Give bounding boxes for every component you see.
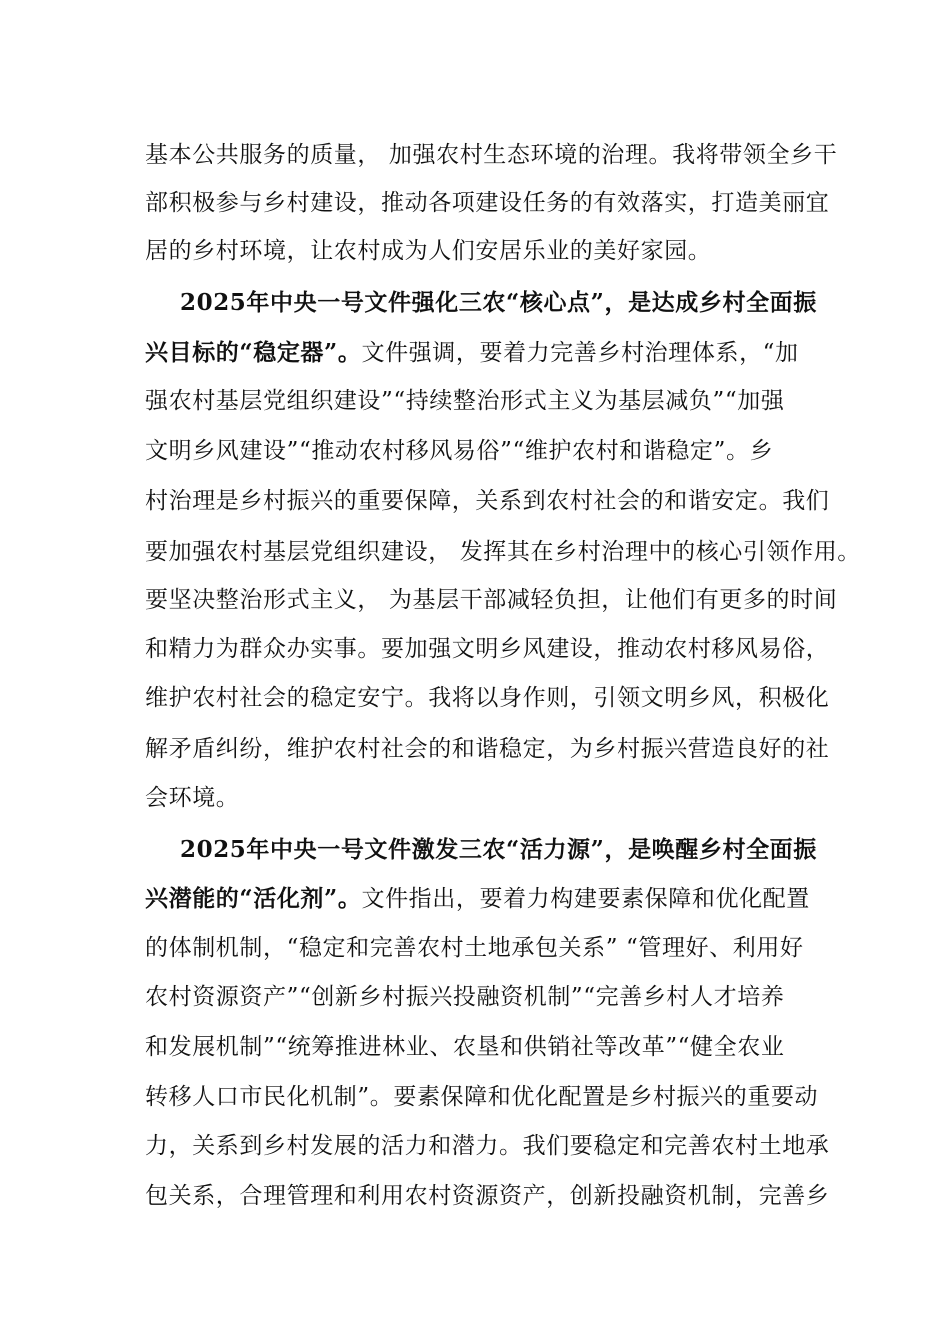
section-heading-end: 兴潜能的“活化剂”。 — [145, 885, 362, 912]
paragraph-line: 居的乡村环境，让农村成为人们安居乐业的美好家园。 — [145, 238, 712, 264]
paragraph-line: 解矛盾纠纷，维护农村社会的和谐稳定，为乡村振兴营造良好的社 — [145, 736, 830, 762]
paragraph-line — [145, 338, 799, 368]
paragraph-line: 文明乡风建设”“推动农村移风易俗”“维护农村和谐稳定”。乡 — [145, 438, 774, 464]
paragraph-line: 村治理是乡村振兴的重要保障，关系到农村社会的和谐安定。我们 — [145, 488, 830, 514]
section-heading: 2025年中央一号文件强化三农“核心点”，是达成乡村全面振 — [180, 289, 817, 316]
paragraph-text: 文件强调，要着力完善乡村治理体系，“加 — [361, 340, 799, 366]
paragraph-line: 要坚决整治形式主义， 为基层干部减轻负担，让他们有更多的时间 — [145, 587, 838, 613]
paragraph-line: 和精力为群众办实事。要加强文明乡风建设，推动农村移风易俗， — [145, 636, 830, 662]
paragraph-line: 会环境。 — [145, 785, 240, 811]
paragraph-line: 农村资源资产”“创新乡村振兴投融资机制”“完善乡村人才培养 — [145, 984, 785, 1010]
paragraph-line: 的体制机制，“稳定和完善农村土地承包关系” “管理好、利用好 — [145, 935, 804, 961]
paragraph-line: 部积极参与乡村建设，推动各项建设任务的有效落实，打造美丽宜 — [145, 190, 830, 216]
section-heading: 2025年中央一号文件激发三农“活力源”，是唤醒乡村全面振 — [180, 836, 817, 863]
paragraph-line: 力，关系到乡村发展的活力和潜力。我们要稳定和完善农村土地承 — [145, 1133, 830, 1159]
paragraph-line: 和发展机制”“统筹推进林业、农垦和供销社等改革”“健全农业 — [145, 1034, 785, 1060]
paragraph-line — [145, 884, 810, 914]
paragraph-text: 文件指出，要着力构建要素保障和优化配置 — [361, 886, 810, 912]
paragraph-line: 要加强农村基层党组织建设， 发挥其在乡村治理中的核心引领作用。 — [145, 539, 861, 565]
paragraph-line: 维护农村社会的稳定安宁。我将以身作则，引领文明乡风，积极化 — [145, 685, 830, 711]
paragraph-line: 转移人口市民化机制”。要素保障和优化配置是乡村振兴的重要动 — [145, 1084, 819, 1110]
paragraph-line: 包关系，合理管理和利用农村资源资产，创新投融资机制，完善乡 — [145, 1183, 830, 1209]
section-heading-end: 兴目标的“稳定器”。 — [145, 339, 362, 366]
paragraph-line: 基本公共服务的质量， 加强农村生态环境的治理。我将带领全乡干 — [145, 142, 838, 168]
paragraph-line: 强农村基层党组织建设”“持续整治形式主义为基层减负”“加强 — [145, 388, 785, 414]
